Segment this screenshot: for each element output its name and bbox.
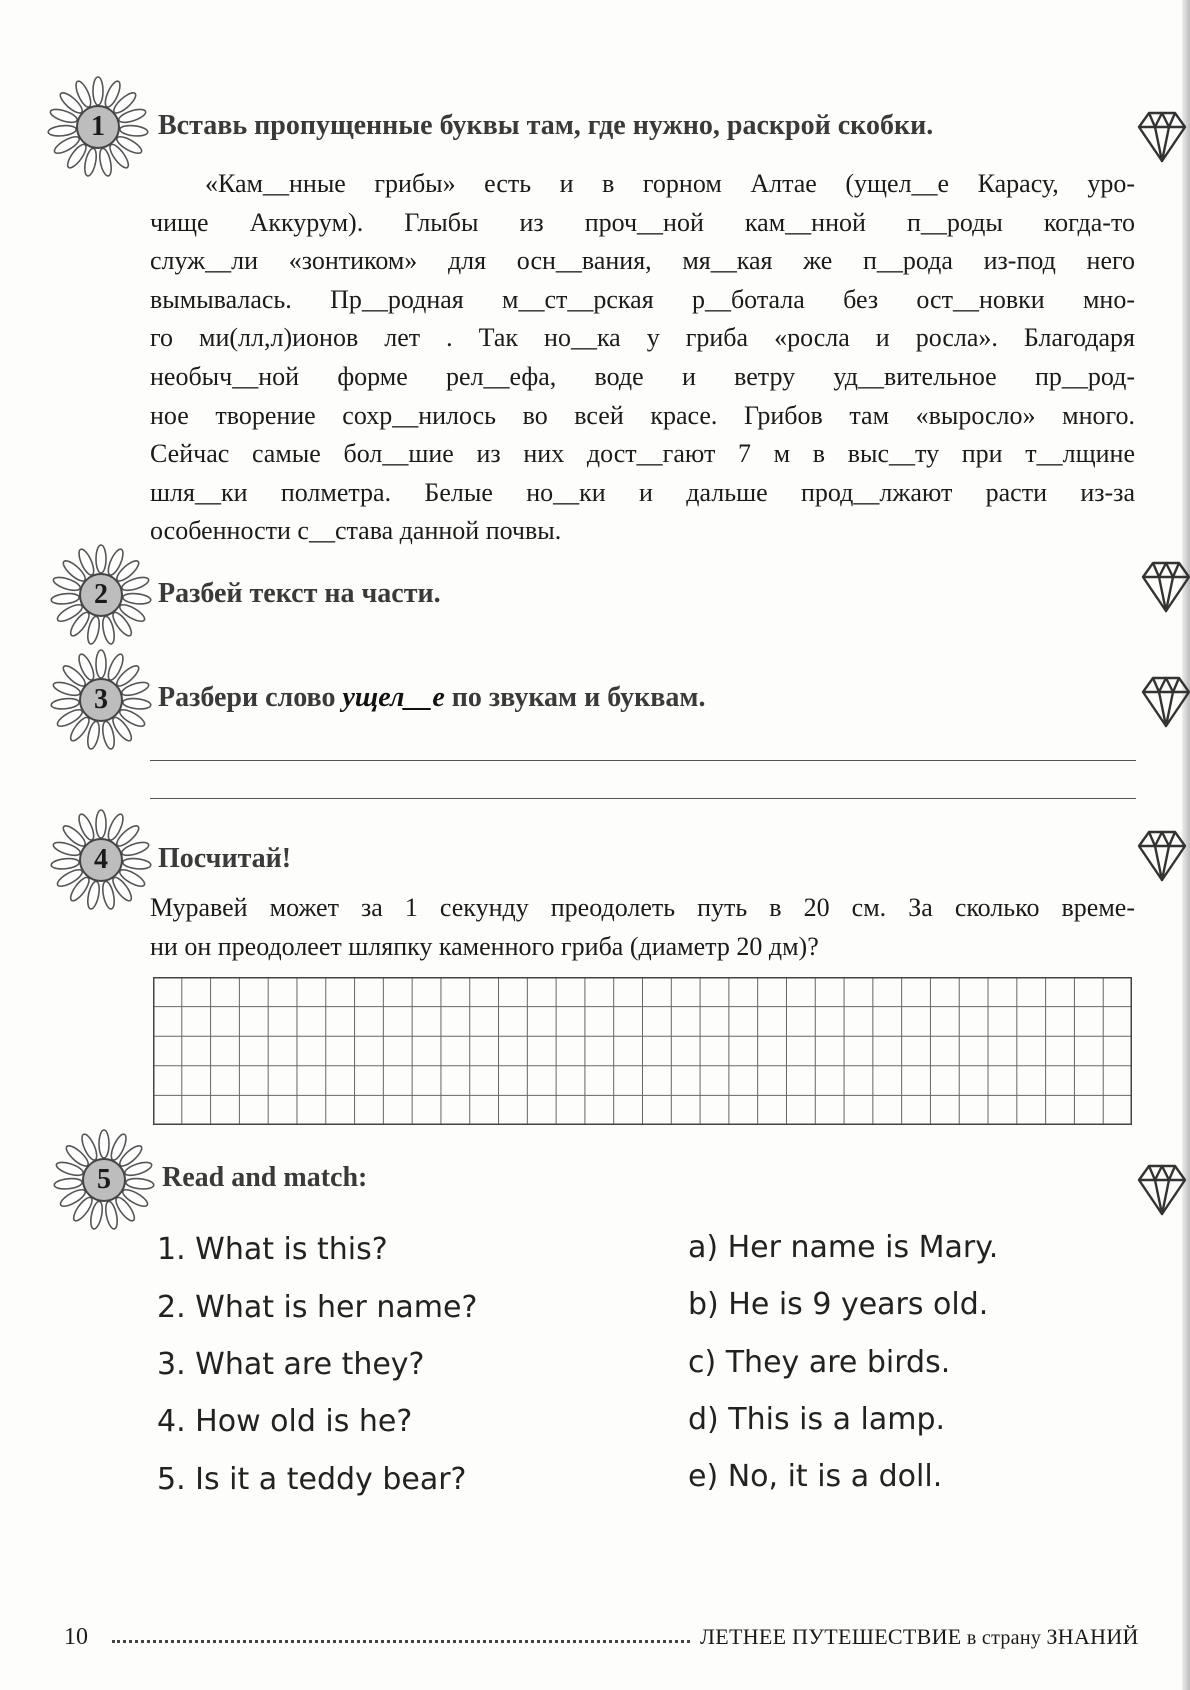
passage-line: ное творение сохр__нилось во всей красе. Грибов там «выросло» много. bbox=[150, 400, 1135, 430]
task-3-title-after: по звукам и буквам. bbox=[451, 682, 706, 713]
task-number: 5 bbox=[97, 1164, 111, 1195]
task-3-marker bbox=[49, 648, 153, 752]
footer-title-a: ЛЕТНЕЕ ПУТЕШЕСТВИЕ bbox=[700, 1624, 962, 1649]
diamond-icon bbox=[1133, 826, 1190, 884]
task-3-word: ущел__е bbox=[342, 682, 445, 713]
passage-text bbox=[150, 165, 1135, 551]
answer-item: b) He is 9 years old. bbox=[688, 1287, 989, 1322]
passage-line: необыч__ной форме рел__ефа, воде и ветру уд__вительное пр__род- bbox=[150, 361, 1135, 391]
passage-line: служ__ли «зонтиком» для осн__вания, мя__кая же п__рода из-под него bbox=[150, 246, 1135, 276]
task-1-marker bbox=[46, 75, 150, 179]
task-5-marker bbox=[52, 1128, 156, 1232]
task-number: 2 bbox=[94, 579, 108, 610]
task-1-title: Вставь пропущенные буквы там, где нужно, раскрой скобки. bbox=[158, 110, 934, 141]
answer-grid bbox=[153, 977, 1132, 1125]
passage-line: вымывалась. Пр__родная м__ст__рская р__ботала без ост__новки мно- bbox=[150, 284, 1135, 314]
passage-line: особенности с__става данной почвы. bbox=[150, 516, 562, 546]
diamond-icon bbox=[1137, 557, 1190, 615]
passage-line: го ми(лл,л)ионов лет . Так но__ка у гриба «росла и росла». Благодаря bbox=[150, 323, 1135, 353]
passage-line: чище Аккурум). Глыбы из проч__ной кам__нной п__роды когда-то bbox=[150, 207, 1135, 237]
footer-title-b: в страну bbox=[961, 1627, 1047, 1649]
task-2-marker bbox=[49, 543, 153, 647]
diamond-icon bbox=[1133, 1160, 1190, 1218]
task-4-marker bbox=[49, 808, 153, 912]
footer-leader-dots bbox=[112, 1640, 690, 1643]
question-item: 5. Is it a teddy bear? bbox=[157, 1462, 467, 1497]
question-item: 2. What is her name? bbox=[157, 1290, 478, 1325]
diamond-icon bbox=[1137, 672, 1190, 730]
footer-title bbox=[700, 1624, 1139, 1650]
answer-line bbox=[150, 760, 1136, 761]
task-5-title: Read and match: bbox=[162, 1162, 368, 1193]
task-3-title-before: Разбери слово bbox=[158, 682, 336, 713]
answer-item: c) They are birds. bbox=[688, 1345, 951, 1380]
page-number: 10 bbox=[64, 1624, 88, 1650]
answer-item: a) Her name is Mary. bbox=[688, 1230, 999, 1265]
problem-line: ни он преодолеет шляпку каменного гриба (диаметр 20 дм)? bbox=[150, 931, 819, 961]
diamond-icon bbox=[1133, 107, 1190, 165]
question-item: 4. How old is he? bbox=[157, 1404, 413, 1439]
footer-title-c: ЗНАНИЙ bbox=[1046, 1624, 1139, 1649]
task-3-title bbox=[158, 682, 706, 714]
task-4-title: Посчитай! bbox=[158, 843, 292, 874]
answer-item: d) This is a lamp. bbox=[688, 1402, 946, 1437]
problem-text bbox=[150, 889, 1135, 966]
passage-line: шля__ки полметра. Белые но__ки и дальше прод__лжают расти из-за bbox=[150, 477, 1135, 507]
task-number: 1 bbox=[91, 111, 105, 142]
answer-item: e) No, it is a doll. bbox=[688, 1459, 943, 1494]
answer-line bbox=[150, 798, 1136, 799]
task-2-title: Разбей текст на части. bbox=[158, 578, 441, 609]
passage-line: «Кам__нные грибы» есть и в горном Алтае (ущел__е Карасу, уро- bbox=[205, 169, 1135, 198]
task-number: 4 bbox=[94, 844, 108, 875]
question-item: 3. What are they? bbox=[157, 1347, 425, 1382]
problem-line: Муравей может за 1 секунду преодолеть путь в 20 см. За сколько време- bbox=[150, 893, 1135, 922]
passage-line: Сейчас самые бол__шие из них дост__гают 7 м в выс__ту при т__лщине bbox=[150, 439, 1135, 469]
question-item: 1. What is this? bbox=[157, 1232, 388, 1267]
task-number: 3 bbox=[94, 684, 108, 715]
